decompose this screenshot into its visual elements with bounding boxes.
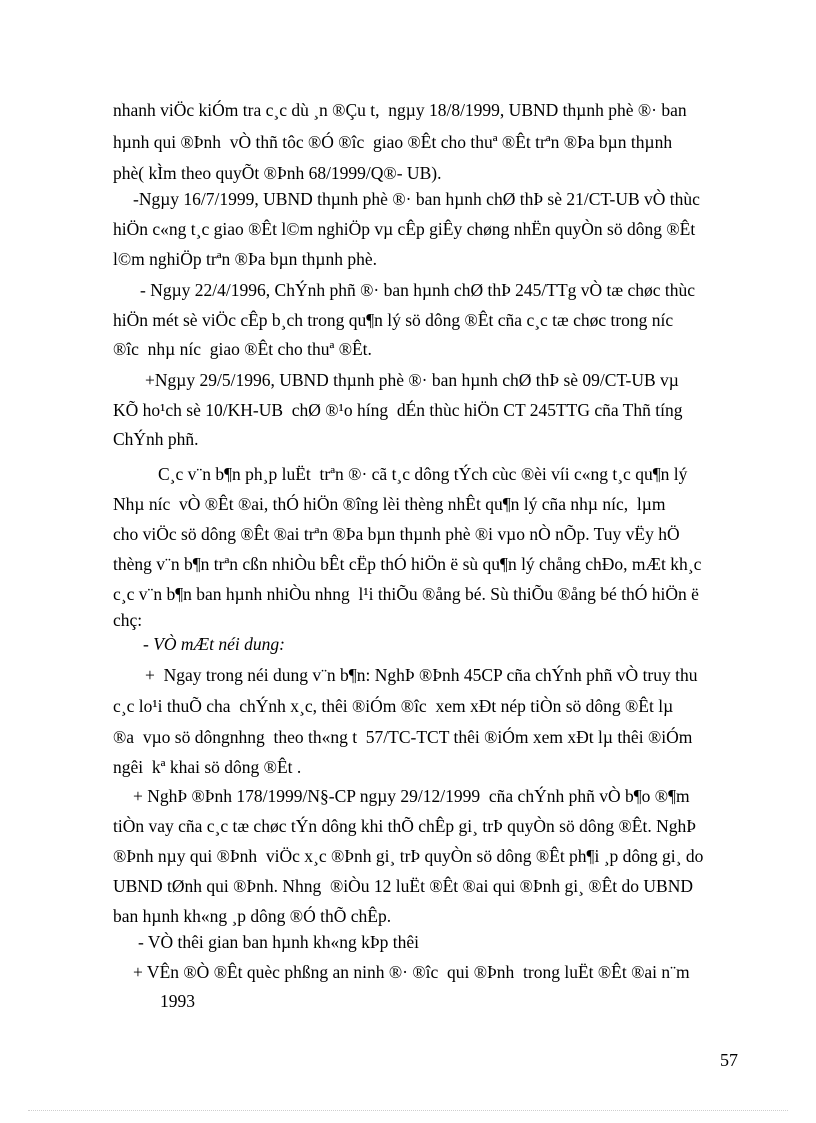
paragraph-7-line-2: c¸c lo¹i thuÕ cha chÝnh x¸c, thêi ®iÓm ®îc xem xÐt nép tiÒn sö dông ®Êt lµ: [113, 696, 674, 716]
paragraph-2-line-3: l©m nghiÖp trªn ®Þa bµn thµnh phè.: [113, 249, 378, 269]
paragraph-2-line-2: hiÖn c«ng t¸c giao ®Êt l©m nghiÖp vµ cÊp giÊy chøng nhËn quyÒn sö dông ®Êt: [113, 219, 696, 239]
paragraph-8-line-1: + NghÞ ®Þnh 178/1999/N§-CP ngµy 29/12/1999 cña chÝnh phñ vÒ b¶o ®¶m: [133, 786, 690, 806]
paragraph-10-line-2: 1993: [160, 991, 195, 1011]
paragraph-7-line-3: ®a vµo sö dôngnhng theo th«ng t 57/TC-TCT thêi ®iÓm xem xÐt lµ thêi ®iÓm: [113, 727, 693, 747]
content-aspect-heading: - VÒ mÆt néi dung:: [143, 634, 285, 654]
paragraph-5-line-1: C¸c v¨n b¶n ph¸p luËt trªn ®· cã t¸c dông tÝch cùc ®èi víi c«ng t¸c qu¶n lý: [158, 464, 688, 484]
paragraph-8-line-5: ban hµnh kh«ng ¸p dông ®Ó thÕ chÊp.: [113, 906, 392, 926]
paragraph-5-line-3: cho viÖc sö dông ®Êt ®ai trªn ®Þa bµn thµnh phè ®i vµo nÒ nÕp. Tuy vËy hÖ: [113, 524, 680, 544]
paragraph-3-line-3: ®îc nhµ níc giao ®Êt cho thuª ®Êt.: [113, 339, 372, 359]
paragraph-1-line-1: nhanh viÖc kiÓm tra c¸c dù ¸n ®Çu t, ngµy 18/8/1999, UBND thµnh phè ®· ban: [113, 100, 687, 120]
page-number: 57: [720, 1050, 738, 1070]
paragraph-3-line-2: hiÖn mét sè viÖc cÊp b¸ch trong qu¶n lý sö dông ®Êt cña c¸c tæ chøc trong níc: [113, 310, 674, 330]
paragraph-4-line-3: ChÝnh phñ.: [113, 429, 199, 449]
paragraph-5-line-2: Nhµ níc vÒ ®Êt ®ai, thÓ hiÖn ®îng lèi thèng nhÊt qu¶n lý cña nhµ níc, lµm: [113, 494, 666, 514]
paragraph-8-line-3: ®Þnh nµy qui ®Þnh viÖc x¸c ®Þnh gi¸ trÞ quyÒn sö dông ®Êt ph¶i ¸p dông gi¸ do: [113, 846, 704, 866]
paragraph-1-line-3: phè( kÌm theo quyÕt ®Þnh 68/1999/Q®- UB).: [113, 163, 442, 183]
paragraph-1-line-2: hµnh qui ®Þnh vÒ thñ tôc ®Ó ®îc giao ®Êt cho thuª ®Êt trªn ®Þa bµn thµnh: [113, 132, 673, 152]
paragraph-5-line-4: thèng v¨n b¶n trªn cßn nhiÒu bÊt cËp thÓ hiÖn ë sù qu¶n lý chång chÐo, mÆt kh¸c: [113, 554, 702, 574]
paragraph-3-line-1: - Ngµy 22/4/1996, ChÝnh phñ ®· ban hµnh chØ thÞ 245/TTg vÒ tæ chøc thùc: [140, 280, 696, 300]
paragraph-7-line-1: + Ngay trong néi dung v¨n b¶n: NghÞ ®Þnh 45CP cña chÝnh phñ vÒ truy thu: [145, 665, 698, 685]
paragraph-10-line-1: + VÊn ®Ò ®Êt quèc phßng an ninh ®· ®îc qui ®Þnh trong luËt ®Êt ®ai n¨m: [133, 962, 690, 982]
paragraph-2-line-1: -Ngµy 16/7/1999, UBND thµnh phè ®· ban hµnh chØ thÞ sè 21/CT-UB vÒ thùc: [133, 189, 700, 209]
paragraph-4-line-1: +Ngµy 29/5/1996, UBND thµnh phè ®· ban hµnh chØ thÞ sè 09/CT-UB vµ: [145, 370, 679, 390]
footer-divider: [28, 1110, 788, 1111]
paragraph-8-line-4: UBND tØnh qui ®Þnh. Nhng ®iÒu 12 luËt ®Êt ®ai qui ®Þnh gi¸ ®Êt do UBND: [113, 876, 693, 896]
paragraph-5-line-5: c¸c v¨n b¶n ban hµnh nhiÒu nhng l¹i thiÕu ®ång bé. Sù thiÕu ®ång bé thÓ hiÖn ë: [113, 584, 699, 604]
paragraph-5-line-6: chç:: [113, 610, 143, 630]
paragraph-4-line-2: KÕ ho¹ch sè 10/KH-UB chØ ®¹o híng dÉn thùc hiÖn CT 245TTG cña Thñ tíng: [113, 400, 683, 420]
paragraph-7-line-4: ngêi kª khai sö dông ®Êt .: [113, 757, 302, 777]
paragraph-8-line-2: tiÒn vay cña c¸c tæ chøc tÝn dông khi thÕ chÊp gi¸ trÞ quyÒn sö dông ®Êt. NghÞ: [113, 816, 696, 836]
timing-aspect-heading: - VÒ thêi gian ban hµnh kh«ng kÞp thêi: [138, 932, 419, 952]
